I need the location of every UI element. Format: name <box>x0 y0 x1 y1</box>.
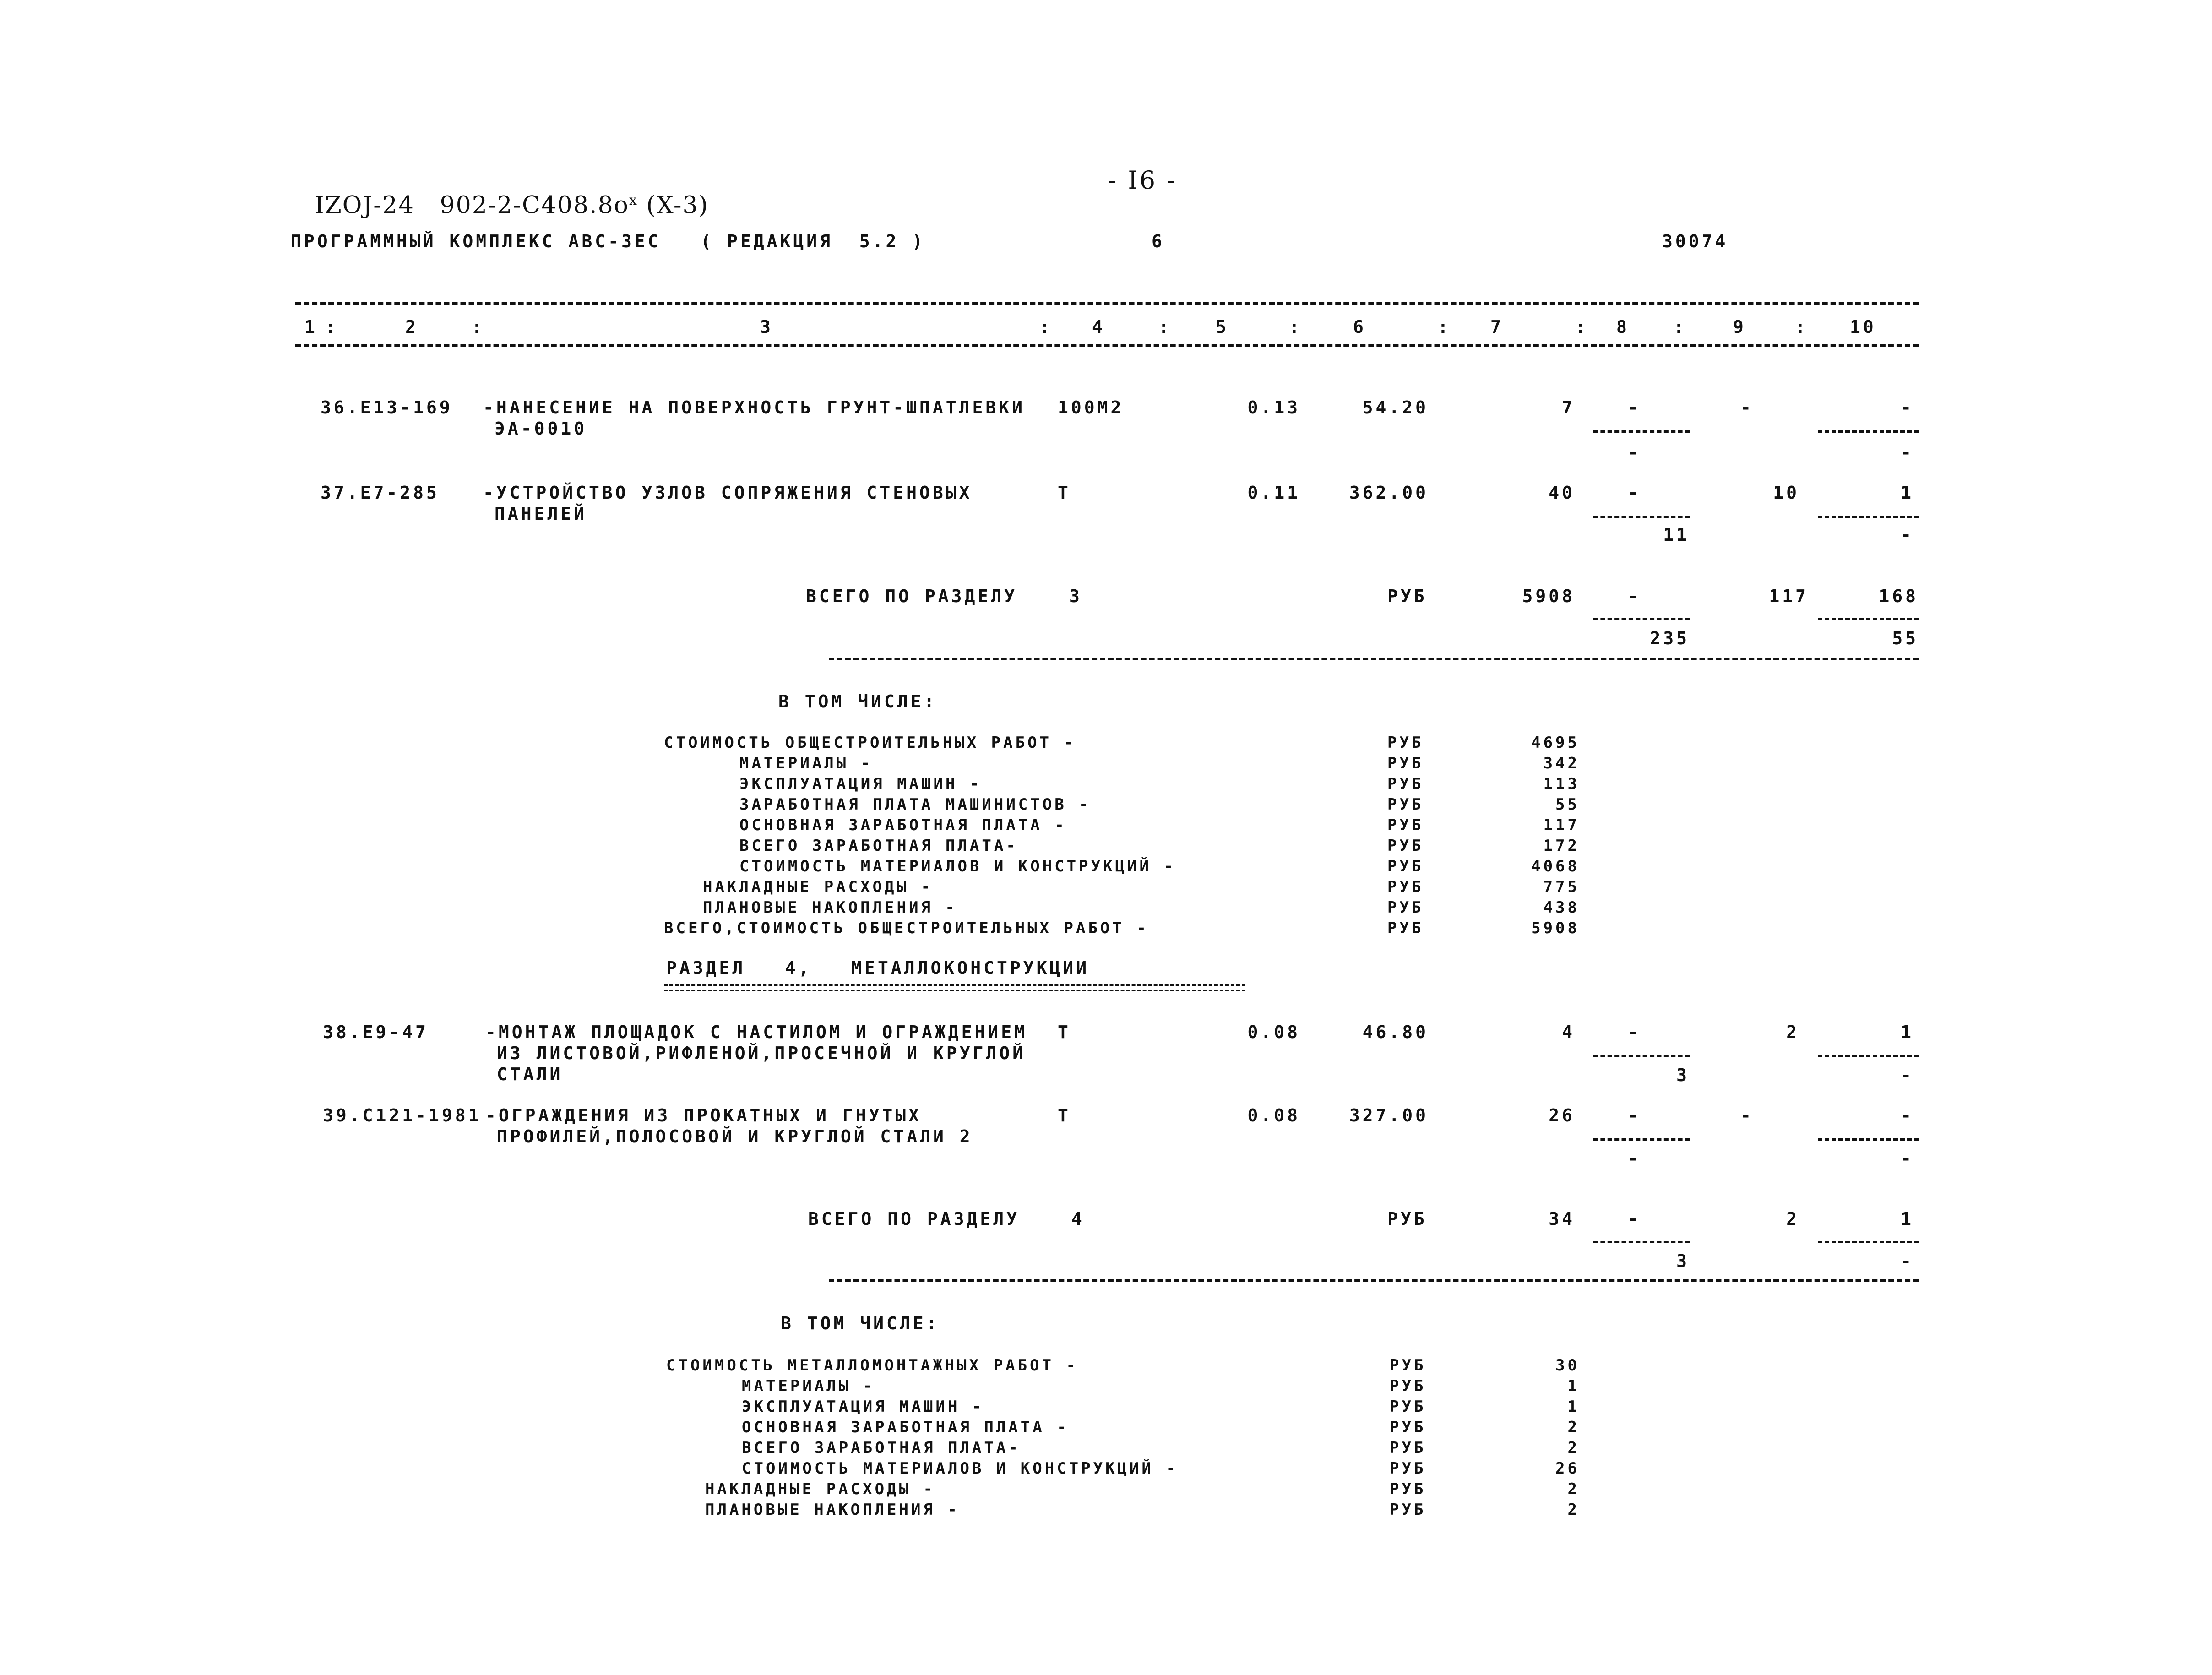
doc-ref-tail: (X-3) <box>637 191 709 219</box>
breakdown-label: МАТЕРИАЛЫ - <box>742 1377 875 1395</box>
row-quantity: 0.08 <box>1247 1022 1300 1042</box>
breakdown-label: НАКЛАДНЫЕ РАСХОДЫ - <box>703 878 933 896</box>
row-total: 40 <box>1549 483 1575 503</box>
column-header-9: 9 <box>1733 317 1746 337</box>
column-header-8: 8 <box>1616 317 1630 337</box>
section-title-underline <box>664 984 1245 991</box>
row-col10-bottom: - <box>1901 525 1914 545</box>
breakdown-unit: РУБ <box>1390 1356 1426 1375</box>
breakdown-value: 113 <box>1543 775 1580 793</box>
breakdown-value: 117 <box>1543 816 1580 834</box>
fraction-line <box>1593 516 1690 518</box>
breakdown-unit: РУБ <box>1390 1459 1426 1478</box>
document-code: 30074 <box>1662 231 1728 251</box>
row-quantity: 0.13 <box>1247 397 1300 418</box>
breakdown-value: 2 <box>1567 1480 1580 1498</box>
row-col8-bottom: 11 <box>1663 525 1690 545</box>
row-total: 26 <box>1549 1105 1575 1126</box>
breakdown-unit: РУБ <box>1390 1501 1426 1519</box>
section-total-col10-bottom: 55 <box>1892 628 1919 648</box>
section-total-col10-top: 1 <box>1901 1209 1914 1229</box>
breakdown-value: 438 <box>1543 898 1580 917</box>
section-total-col10-bottom: - <box>1901 1251 1914 1271</box>
section-end-rule <box>829 658 1919 660</box>
breakdown-label: СТОИМОСТЬ МАТЕРИАЛОВ И КОНСТРУКЦИЙ - <box>742 1459 1178 1478</box>
breakdown-label: ЭКСПЛУАТАЦИЯ МАШИН - <box>742 1398 984 1416</box>
document-reference <box>298 170 709 219</box>
breakdown-label: ЭКСПЛУАТАЦИЯ МАШИН - <box>739 775 982 793</box>
fraction-line <box>1818 1055 1919 1057</box>
breakdown-label: ВСЕГО ЗАРАБОТНАЯ ПЛАТА- <box>742 1439 1021 1457</box>
section-end-rule <box>829 1279 1919 1282</box>
row-unit-price: 327.00 <box>1349 1105 1429 1126</box>
fraction-line <box>1593 1055 1690 1057</box>
breakdown-unit: РУБ <box>1387 795 1424 814</box>
section-total-col8-bottom: 235 <box>1650 628 1690 648</box>
row-col8-top: - <box>1628 397 1641 418</box>
breakdown-value: 342 <box>1543 754 1580 772</box>
breakdown-label: ПЛАНОВЫЕ НАКОПЛЕНИЯ - <box>703 898 957 917</box>
breakdown-label: ВСЕГО,СТОИМОСТЬ ОБЩЕСТРОИТЕЛЬНЫХ РАБОТ - <box>664 919 1149 937</box>
row-description: -НАНЕСЕНИЕ НА ПОВЕРХНОСТЬ ГРУНТ-ШПАТЛЕВКИ <box>483 397 1025 418</box>
section-total-label: ВСЕГО ПО РАЗДЕЛУ <box>806 586 1018 606</box>
breakdown-value: 2 <box>1567 1439 1580 1457</box>
fraction-line <box>1818 618 1919 620</box>
breakdown-value: 4695 <box>1531 734 1580 752</box>
breakdown-value: 1 <box>1567 1398 1580 1416</box>
row-unit-price: 54.20 <box>1362 397 1429 418</box>
breakdown-label: ОСНОВНАЯ ЗАРАБОТНАЯ ПЛАТА - <box>742 1418 1069 1436</box>
row-description: -ОГРАЖДЕНИЯ ИЗ ПРОКАТНЫХ И ГНУТЫХ <box>485 1105 922 1126</box>
column-separator: : <box>1674 317 1687 337</box>
section-total-number: 4 <box>1071 1209 1085 1229</box>
fraction-line <box>1593 1241 1690 1243</box>
table-top-rule <box>295 302 1919 305</box>
breakdown-value: 55 <box>1555 795 1580 814</box>
row-col10-top: 1 <box>1901 483 1914 503</box>
breakdown-value: 775 <box>1543 878 1580 896</box>
row-description: -МОНТАЖ ПЛОЩАДОК С НАСТИЛОМ И ОГРАЖДЕНИЕМ <box>485 1022 1027 1042</box>
table-header-rule <box>295 344 1919 347</box>
row-total: 4 <box>1562 1022 1575 1042</box>
breakdown-unit: РУБ <box>1390 1377 1426 1395</box>
row-unit: Т <box>1058 1105 1071 1126</box>
row-col10-bottom: - <box>1901 442 1914 462</box>
row-unit: 100М2 <box>1058 397 1124 418</box>
program-title: ПРОГРАММНЫЙ КОМПЛЕКС АВС-ЗЕС ( РЕДАКЦИЯ 5.2 ) <box>291 231 926 251</box>
breakdown-value: 2 <box>1567 1418 1580 1436</box>
row-col9: 2 <box>1786 1022 1799 1042</box>
section-total-col8-top: - <box>1628 586 1641 606</box>
section-total-value: 34 <box>1549 1209 1575 1229</box>
row-code: 38.E9-47 <box>323 1022 429 1042</box>
row-unit-price: 362.00 <box>1349 483 1429 503</box>
row-col8-bottom: - <box>1628 1148 1641 1169</box>
breakdown-value: 5908 <box>1531 919 1580 937</box>
column-header-10: 10 <box>1850 317 1876 337</box>
row-description-cont: ПРОФИЛЕЙ,ПОЛОСОВОЙ И КРУГЛОЙ СТАЛИ 2 <box>497 1126 973 1147</box>
fraction-line <box>1593 430 1690 433</box>
row-description-cont: ПАНЕЛЕЙ <box>495 504 587 524</box>
row-code: 36.E13-169 <box>321 397 453 418</box>
breakdown-unit: РУБ <box>1387 775 1424 793</box>
row-col9: 10 <box>1773 483 1799 503</box>
column-header-5: 5 <box>1216 317 1229 337</box>
row-col10-bottom: - <box>1901 1065 1914 1085</box>
breakdown-value: 30 <box>1555 1356 1580 1375</box>
section-total-col9: 117 <box>1769 586 1809 606</box>
row-col8-bottom: - <box>1628 442 1641 462</box>
row-col10-top: 1 <box>1901 1022 1914 1042</box>
section-total-col10-top: 168 <box>1879 586 1919 606</box>
row-col10-top: - <box>1901 1105 1914 1126</box>
column-header-6: 6 <box>1353 317 1366 337</box>
row-col10-top: - <box>1901 397 1914 418</box>
breakdown-unit: РУБ <box>1390 1480 1426 1498</box>
column-separator: : <box>1795 317 1808 337</box>
breakdown-unit: РУБ <box>1387 734 1424 752</box>
column-separator: : <box>472 317 485 337</box>
row-unit: Т <box>1058 483 1071 503</box>
column-separator: : <box>1158 317 1172 337</box>
column-separator: : <box>1575 317 1588 337</box>
row-col8-bottom: 3 <box>1676 1065 1690 1085</box>
section-total-unit: РУБ <box>1387 586 1427 606</box>
breakdown-value: 26 <box>1555 1459 1580 1478</box>
breakdown-unit: РУБ <box>1387 816 1424 834</box>
breakdown-label: СТОИМОСТЬ ОБЩЕСТРОИТЕЛЬНЫХ РАБОТ - <box>664 734 1076 752</box>
fraction-line <box>1818 1241 1919 1243</box>
breakdown-value: 2 <box>1567 1501 1580 1519</box>
breakdown-unit: РУБ <box>1390 1439 1426 1457</box>
section-total-unit: РУБ <box>1387 1209 1427 1229</box>
column-header-1: 1 <box>304 317 318 337</box>
section-total-value: 5908 <box>1522 586 1575 606</box>
row-description-cont: СТАЛИ <box>497 1064 563 1084</box>
row-description: -УСТРОЙСТВО УЗЛОВ СОПРЯЖЕНИЯ СТЕНОВЫХ <box>483 483 973 503</box>
column-header-2: 2 <box>405 317 418 337</box>
breakdown-label: МАТЕРИАЛЫ - <box>739 754 873 772</box>
row-col9: - <box>1740 397 1754 418</box>
fraction-line <box>1818 1138 1919 1141</box>
doc-ref-main: ΙΖΟJ-24 902-2-C408.8o <box>315 191 629 219</box>
breakdown-label: НАКЛАДНЫЕ РАСХОДЫ - <box>705 1480 935 1498</box>
section-total-col9: 2 <box>1786 1209 1799 1229</box>
breakdown-value: 172 <box>1543 837 1580 855</box>
fraction-line <box>1593 618 1690 620</box>
breakdown-value: 1 <box>1567 1377 1580 1395</box>
row-unit-price: 46.80 <box>1362 1022 1429 1042</box>
row-col10-bottom: - <box>1901 1148 1914 1169</box>
column-separator: : <box>1039 317 1053 337</box>
breakdown-unit: РУБ <box>1390 1418 1426 1436</box>
breakdown-unit: РУБ <box>1387 919 1424 937</box>
row-col8-top: - <box>1628 1105 1641 1126</box>
breakdown-value: 4068 <box>1531 857 1580 876</box>
breakdown-label: ПЛАНОВЫЕ НАКОПЛЕНИЯ - <box>705 1501 960 1519</box>
section-total-col8-bottom: 3 <box>1676 1251 1690 1271</box>
row-description-cont: ИЗ ЛИСТОВОЙ,РИФЛЕНОЙ,ПРОСЕЧНОЙ И КРУГЛОЙ <box>497 1043 1026 1063</box>
row-code: 37.E7-285 <box>321 483 440 503</box>
column-separator: : <box>325 317 338 337</box>
breakdown-unit: РУБ <box>1387 754 1424 772</box>
section-title: РАЗДЕЛ 4, МЕТАЛЛОКОНСТРУКЦИИ <box>666 958 1090 978</box>
sheet-number: 6 <box>1152 231 1165 251</box>
row-description-cont: ЭА-0010 <box>495 419 587 439</box>
breakdown-label: ОСНОВНАЯ ЗАРАБОТНАЯ ПЛАТА - <box>739 816 1067 834</box>
breakdown-unit: РУБ <box>1390 1398 1426 1416</box>
breakdown-unit: РУБ <box>1387 878 1424 896</box>
row-quantity: 0.11 <box>1247 483 1300 503</box>
breakdown-label: ЗАРАБОТНАЯ ПЛАТА МАШИНИСТОВ - <box>739 795 1091 814</box>
including-label: В ТОМ ЧИСЛЕ: <box>781 1313 940 1333</box>
doc-ref-superscript: x <box>629 192 638 208</box>
row-col8-top: - <box>1628 1022 1641 1042</box>
breakdown-unit: РУБ <box>1387 857 1424 876</box>
fraction-line <box>1818 430 1919 433</box>
column-header-7: 7 <box>1490 317 1504 337</box>
breakdown-label: СТОИМОСТЬ МЕТАЛЛОМОНТАЖНЫХ РАБОТ - <box>666 1356 1078 1375</box>
including-label: В ТОМ ЧИСЛЕ: <box>778 691 937 712</box>
section-total-number: 3 <box>1069 586 1082 606</box>
fraction-line <box>1593 1138 1690 1141</box>
page-number: - I6 - <box>1108 166 1177 195</box>
row-unit: Т <box>1058 1022 1071 1042</box>
row-total: 7 <box>1562 397 1575 418</box>
row-col8-top: - <box>1628 483 1641 503</box>
section-total-col8-top: - <box>1628 1209 1641 1229</box>
breakdown-unit: РУБ <box>1387 837 1424 855</box>
column-separator: : <box>1438 317 1451 337</box>
column-separator: : <box>1289 317 1302 337</box>
column-header-4: 4 <box>1092 317 1105 337</box>
breakdown-unit: РУБ <box>1387 898 1424 917</box>
row-code: 39.C121-1981 <box>323 1105 482 1126</box>
column-header-3: 3 <box>760 317 773 337</box>
row-col9: - <box>1740 1105 1754 1126</box>
fraction-line <box>1818 516 1919 518</box>
breakdown-label: ВСЕГО ЗАРАБОТНАЯ ПЛАТА- <box>739 837 1018 855</box>
breakdown-label: СТОИМОСТЬ МАТЕРИАЛОВ И КОНСТРУКЦИЙ - <box>739 857 1176 876</box>
row-quantity: 0.08 <box>1247 1105 1300 1126</box>
section-total-label: ВСЕГО ПО РАЗДЕЛУ <box>808 1209 1020 1229</box>
